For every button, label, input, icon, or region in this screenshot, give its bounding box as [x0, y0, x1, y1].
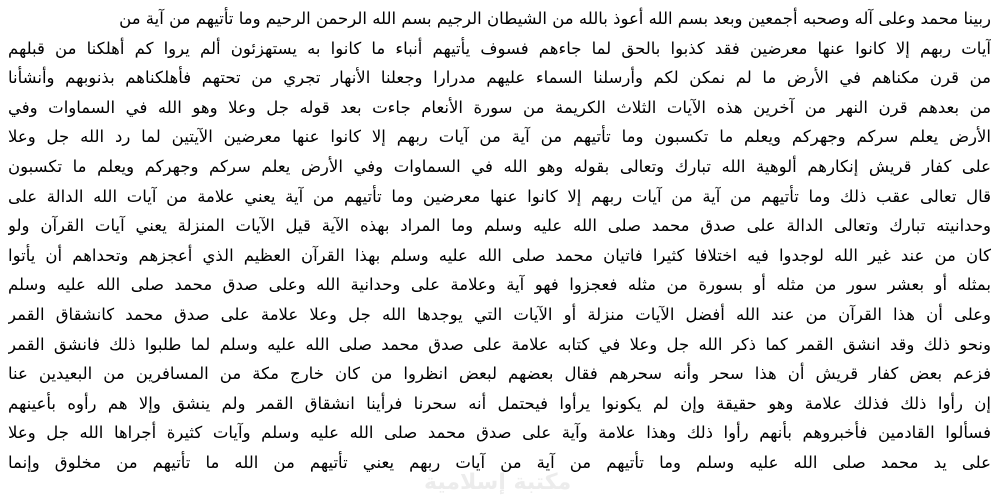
text-line: وحدانيته تبارك وتعالى الدالة على صدق محمد صلى الله عليه وسلم وما المراد بهذه الآية قيل الآيات المنزلة يعني آيات القرآن ولو [8, 216, 991, 236]
text-line: فسألوا القادمين فأخبروهم بأنهم رأوا ذلك وهذا علامة وآية على صدق محمد صلى الله عليه وسلم وآيات كثيرة أجراها الله جل وعلا [8, 423, 991, 443]
document-text-body [8, 4, 991, 478]
text-line: إن رأوا ذلك فذلك علامة وهو حقيقة وإن لم يكونوا يرأوا فيحتمل أنه سحرنا فرأينا انشقاق القمر ولم ينشق وإلا هم رأوه بأعينهم [8, 393, 991, 413]
text-line: كان من عند غير الله لوجدوا فيه اختلافا كثيرا فاتيان محمد صلى الله عليه وسلم بهذا القرآن العظيم الذي أعجزهم وتحداهم أن يأتوا [8, 245, 991, 265]
text-line: على يد محمد صلى الله عليه وسلم وما تأتيهم من آية من آيات ربهم يعني تأتيهم من الله ما تأتيهم من مخلوق وإنما [8, 452, 991, 472]
text-line: من قرن مكناهم في الأرض ما لم نمكن لكم وأرسلنا السماء عليهم مدرارا وجعلنا الأنهار تجري من تحتهم فأهلكناهم بذنوبهم وأنشأنا [8, 68, 991, 88]
text-line: ربينا محمد وعلى آله وصحبه أجمعين وبعد بسم الله أعوذ بالله من الشيطان الرجيم بسم الله الرحمن الرحيم وما تأتيهم من آية من [119, 9, 991, 28]
text-line: فزعم بعض كفار قريش أن هذا سحر وأنه سحرهم فقال بعضهم لبعض انظروا من كان خارج مكة من المسافرين من البعيدين عنا [8, 364, 991, 384]
text-line: آيات ربهم إلا كانوا عنها معرضين فقد كذبوا بالحق لما جاءهم فسوف يأتيهم أنباء ما كانوا به يستهزئون ألم يروا كم أهلكنا من قبلهم [8, 38, 991, 58]
text-line: الأرض يعلم سركم وجهركم ويعلم ما تكسبون وما تأتيهم من آية من آيات ربهم إلا كانوا عنها معرضين الآيتين لما رد الله جل وعلا [8, 127, 991, 147]
text-line: بمثله أو بعشر سور من مثله أو بسورة من مثله فعجزوا فهو آية وعلامة على وحدانية الله وعلى صدق محمد صلى الله عليه وسلم [8, 275, 991, 295]
watermark: مكتبة إسلامية [424, 470, 572, 495]
text-line: ونحو ذلك وقد انشق القمر كما ذكر الله جل وعلا في كتابه علامة على صدق محمد صلى الله عليه وسلم لما طلبوا ذلك فانشق القمر [8, 334, 991, 354]
text-line: قال تعالى عقب ذلك وما تأتيهم من آية من آيات ربهم إلا كانوا عنها معرضين وما تأتيهم من آية يعني علامة من آيات الله الدالة على [8, 186, 991, 206]
text-line: وعلى أن هذا القرآن من عند الله أفضل الآيات منزلة أو الآيات التي يوجدها الله جل وعلا علامة على صدق محمد كانشقاق القمر [8, 304, 991, 324]
text-line: على كفار قريش إنكارهم ألوهية الله تبارك وتعالى بقوله وهو الله في السماوات وفي الأرض يعلم سركم وجهركم ويعلم ما تكسبون [8, 156, 991, 176]
text-line: من بعدهم قرن النهر من آخرين هذه الآيات الثلاث الكريمة من سورة الأنعام جاءت بعد قوله جل وعلا وهو الله في السماوات وفي [8, 97, 991, 117]
